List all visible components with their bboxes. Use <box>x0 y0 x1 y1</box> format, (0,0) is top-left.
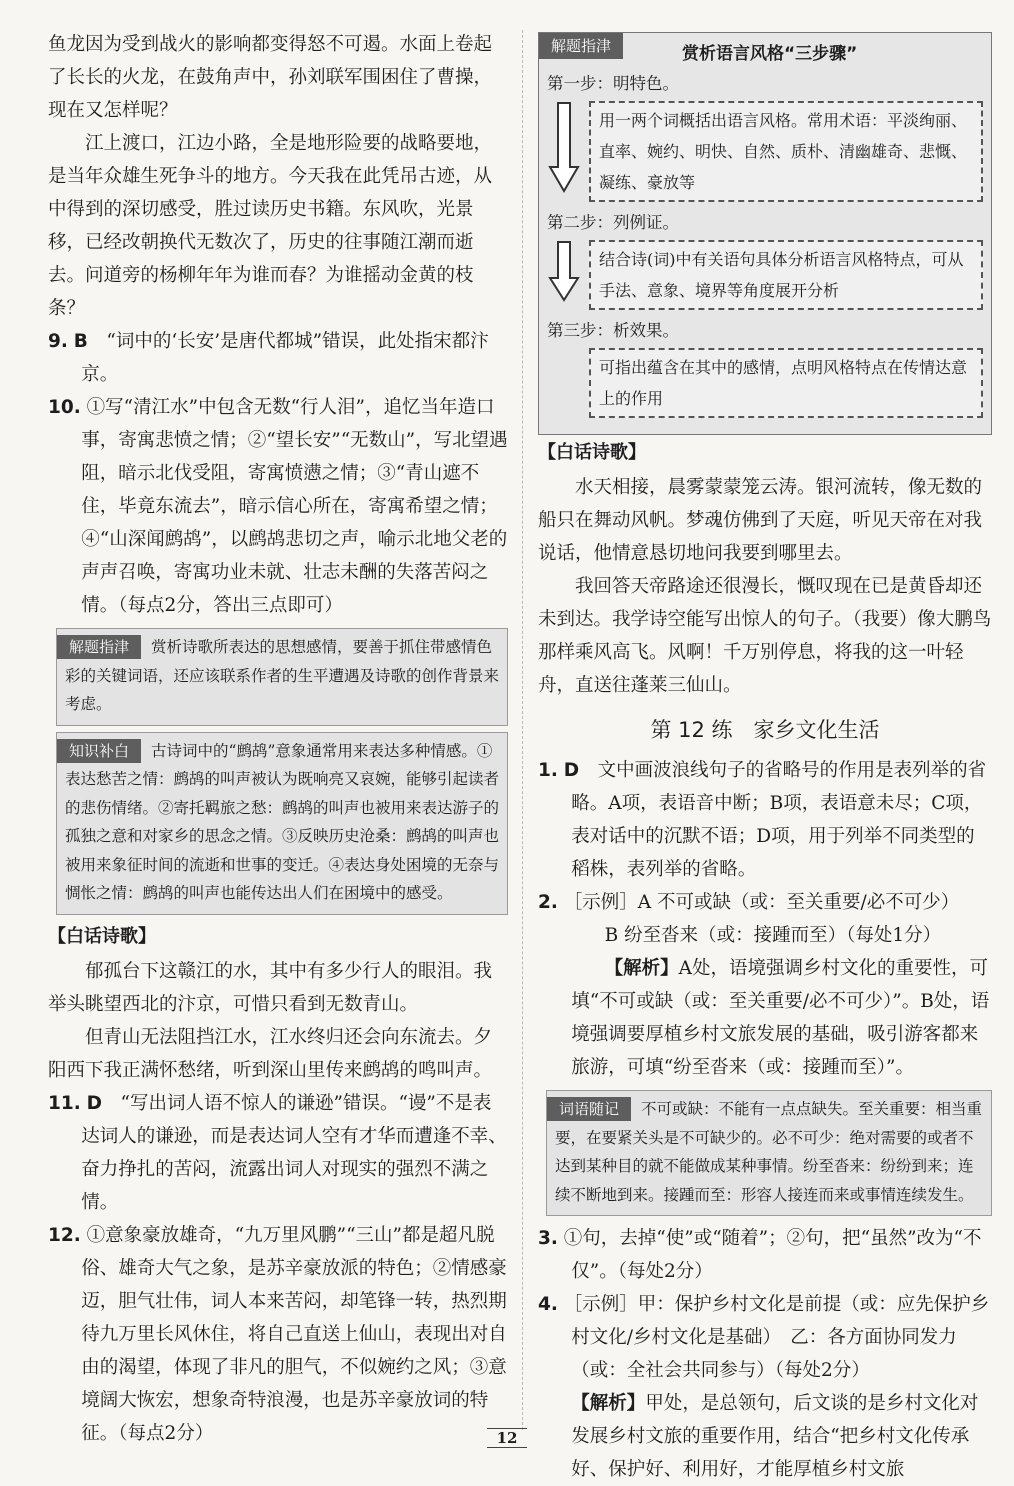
knowledge-tag: 知识补白 <box>57 739 141 763</box>
vocab-box: 词语随记 不可或缺：不能有一点点缺失。至关重要：相当重要，在要紧关头是不可缺少的。必不可少：绝对需要的或者不达到某种目的就不能做成某种事情。纷至沓来：纷纷到来；连续不断地到来。接踵而至：形容人接连而来或事情连续发生。 <box>546 1090 992 1216</box>
section-heading: 【白话诗歌】 <box>48 925 156 947</box>
tip-box: 解题指津 赏析诗歌所表达的思想感情，要善于抓住带感情色彩的关键词语，还应该联系作者的生平遭遇及诗歌的创作背景来考虑。 <box>56 628 508 726</box>
right-column <box>538 28 992 1486</box>
step-box: 可指出蕴含在其中的感情，点明风格特点在传情达意上的作用 <box>589 348 983 418</box>
step-label: 第三步：析效果。 <box>547 321 679 340</box>
answer-item-1: 1. D 文中画波浪线句子的省略号的作用是表列举的省略。A项，表语音中断；B项，表语意未尽；C项，表对话中的沉默不语；D项，用于列举不同类型的稻株，表列举的省略。 <box>538 760 987 880</box>
translation-paragraph: 江上渡口，江边小路，全是地形险要的战略要地，是当年众雄生死争斗的地方。今天我在此凭吊古迹，从中得到的深切感受，胜过读历史书籍。东风吹，光景移，已经改朝换代无数次了，历史的往事随江潮而逝去。问道旁的杨柳年年为谁而春？为谁摇动金黄的枝条？ <box>48 133 493 319</box>
column-divider <box>522 30 523 1430</box>
three-step-guide <box>538 32 992 435</box>
tip-tag: 解题指津 <box>57 635 141 659</box>
translation-paragraph: 但青山无法阻挡江水，江水终归还会向东流去。夕阳西下我正满怀愁绪，听到深山里传来鹧鸪的鸣叫声。 <box>48 1026 493 1081</box>
down-arrow-icon <box>547 101 589 202</box>
guide-tag: 解题指津 <box>539 33 623 59</box>
answer-item-4: 4. ［示例］甲：保护乡村文化是前提（或：应先保护乡村文化/乡村文化是基础） 乙：各方面协同发力（或：全社会共同参与）（每处2分） 【解析】甲处，是总领句，后文谈的是乡村文化对发展乡村文旅的重要作用，结合“把乡村文化传承好、保护好、利用好，才能厚植乡村文旅 <box>538 1294 990 1480</box>
vocab-tag: 词语随记 <box>547 1097 631 1121</box>
answer-item-2: 2. ［示例］A 不可或缺（或：至关重要/必不可少） B 纷至沓来（或：接踵而至）（每处1分） 【解析】A处，语境强调乡村文化的重要性，可填“不可或缺（或：至关重要/必不可少）”。B处，语境强调要厚植乡村文旅发展的基础，吸引游客都来旅游，可填“纷至沓来（或：接踵而至）”。 <box>538 892 990 1078</box>
translation-paragraph: 郁孤台下这赣江的水，其中有多少行人的眼泪。我举头眺望西北的汴京，可惜只看到无数青山。 <box>48 960 493 1015</box>
answer-item-12: 12. ①意象豪放雄奇，“九万里风鹏”“三山”都是超凡脱俗、雄奇大气之象，是苏辛豪放派的特色；②情感豪迈，胆气壮伟，词人本来苦闷，却笔锋一转，热烈期待九万里长风休住，将自己直送上仙山，表现出对自由的渴望，体现了非凡的胆气，不似婉约之风；③意境阔大恢宏，想象奇特浪漫，也是苏辛豪放词的特征。（每点2分） <box>48 1224 507 1444</box>
step-box: 用一两个词概括出语言风格。常用术语：平淡绚丽、直率、婉约、明快、自然、质朴、清幽雄奇、悲慨、凝练、豪放等 <box>589 101 983 202</box>
page-number: 12 <box>487 1428 527 1448</box>
guide-title: 赏析语言风格“三步骤” <box>682 44 858 64</box>
answer-item-3: 3. ①句，去掉“使”或“随着”；②句，把“虽然”改为“不仅”。（每处2分） <box>538 1228 982 1282</box>
translation-paragraph: 鱼龙因为受到战火的影响都变得怒不可遏。水面上卷起了长长的火龙，在鼓角声中，孙刘联军围困住了曹操，现在又怎样呢？ <box>48 34 493 121</box>
answer-item-11: 11. D “写出词人语不惊人的谦逊”错误。“谩”不是表达词人的谦逊，而是表达词人空有才华而遭逢不幸、奋力挣扎的苦闷，流露出词人对现实的强烈不满之情。 <box>48 1092 507 1213</box>
translation-paragraph: 我回答天帝路途还很漫长，慨叹现在已是黄昏却还未到达。我学诗空能写出惊人的句子。（我要）像大鹏鸟那样乘风高飞。风啊！千万别停息，将我的这一叶轻舟，直送往蓬莱三仙山。 <box>538 576 992 696</box>
section-heading: 【白话诗歌】 <box>538 442 646 463</box>
step-label: 第一步：明特色。 <box>547 74 679 93</box>
left-column <box>48 28 508 1450</box>
step-box: 结合诗(词)中有关语句具体分析语言风格特点，可从手法、意象、境界等角度展开分析 <box>589 240 983 310</box>
answer-item-10: 10. ①写“清江水”中包含无数“行人泪”，追忆当年造口事，寄寓悲愤之情；②“望长安”“无数山”，写北望遇阻，暗示北伐受阻，寄寓愤懑之情；③“青山遮不住，毕竟东流去”，暗示信心所在，寄寓希望之情；④“山深闻鹧鸪”，以鹧鸪悲切之声，喻示北地父老的声声召唤，寄寓功业未就、壮志未酬的失落苦闷之情。（每点2分，答出三点即可） <box>48 397 508 616</box>
knowledge-box: 知识补白 古诗词中的“鹧鸪”意象通常用来表达多种情感。①表达愁苦之情：鹧鸪的叫声被认为既响亮又哀婉，能够引起读者的悲伤情绪。②寄托羁旅之愁：鹧鸪的叫声也被用来表达游子的孤独之意和对家乡的思念之情。③反映历史沧桑：鹧鸪的叫声也被用来象征时间的流逝和世事的变迁。④表达身处困境的无奈与惆怅之情：鹧鸪的叫声也能传达出人们在困境中的感受。 <box>56 732 508 915</box>
step-label: 第二步：列例证。 <box>547 213 679 232</box>
answer-item-9: 9. B “词中的‘长安’是唐代都城”错误，此处指宋都汴京。 <box>48 331 489 385</box>
lesson-title: 第 12 练 家乡文化生活 <box>650 718 880 742</box>
translation-paragraph: 水天相接，晨雾蒙蒙笼云涛。银河流转，像无数的船只在舞动风帆。梦魂仿佛到了天庭，听见天帝在对我说话，他情意恳切地问我要到哪里去。 <box>538 477 983 564</box>
down-arrow-icon <box>547 240 589 310</box>
